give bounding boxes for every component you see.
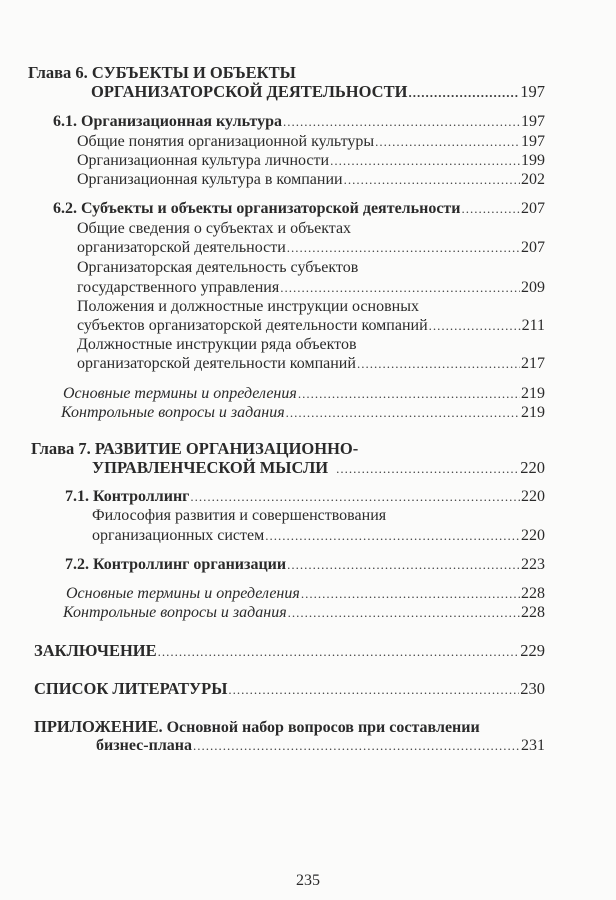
toc-entry-title: Организационная культура в компании (77, 171, 343, 188)
toc-entry-page: 220 (520, 458, 545, 477)
toc-entry-7-2[interactable] (0, 555, 545, 575)
toc-entry-page: 197 (521, 133, 545, 150)
toc-entry-page: 228 (521, 585, 545, 602)
appendix-label: ПРИЛОЖЕНИЕ. (34, 717, 163, 736)
toc-entry-questions[interactable] (0, 603, 545, 623)
toc-entry-title: СПИСОК ЛИТЕРАТУРЫ (34, 679, 228, 698)
toc-entry-title: субъектов организаторской деятельности компаний (77, 317, 428, 334)
toc-entry-page: 219 (521, 385, 545, 402)
leader-dots (375, 132, 520, 152)
toc-entry-appendix[interactable] (0, 736, 545, 756)
toc-entry-page: 219 (521, 404, 545, 421)
toc-entry-page: 211 (521, 317, 545, 334)
toc-entry-title: ОРГАНИЗАТОРСКОЙ ДЕЯТЕЛЬНОСТИ (91, 82, 408, 101)
toc-entry-page: 228 (521, 604, 545, 621)
toc-entry[interactable] (0, 238, 545, 258)
toc-entry-page: 217 (521, 355, 545, 372)
leader-dots (265, 526, 520, 546)
toc-entry-title: 7.2. Контроллинг организации (65, 556, 287, 573)
toc-entry-6-2[interactable] (0, 199, 545, 219)
toc-entry-title: Организационная культура личности (77, 152, 330, 169)
toc-entry-page: 202 (521, 171, 545, 188)
leader-dots (298, 384, 520, 404)
toc-entry-page: 231 (521, 737, 545, 754)
appendix-title: Основной набор вопросов при составлении (166, 719, 480, 736)
toc-entry-chapter-7[interactable] (0, 458, 545, 478)
toc-entry-terms[interactable] (0, 584, 545, 604)
toc-entry-page: 197 (520, 82, 545, 101)
toc-entry[interactable] (0, 526, 545, 546)
toc-entry-title: 7.1. Контроллинг (65, 488, 190, 505)
toc-entry-title: Контрольные вопросы и задания (63, 604, 287, 621)
toc-entry-appendix-line1 (34, 717, 480, 738)
toc-entry-title: организаторской деятельности компаний (77, 355, 356, 372)
toc-entry-title-line1: Положения и должностные инструкции основных (77, 298, 419, 315)
toc-entry-title-line1: Организаторская деятельность субъектов (77, 259, 359, 276)
toc-entry-title-line1: Общие сведения о субъектах и объектах (77, 220, 352, 237)
toc-entry[interactable] (0, 354, 545, 374)
leader-dots (287, 555, 520, 575)
leader-dots (301, 584, 520, 604)
toc-entry-title: УПРАВЛЕНЧЕСКОЙ МЫСЛИ (92, 458, 329, 477)
leader-dots (336, 459, 519, 479)
leader-dots (283, 112, 520, 132)
leader-dots (280, 278, 520, 298)
toc-entry-7-1[interactable] (0, 487, 545, 507)
toc-entry-title: Основные термины и определения (63, 385, 297, 402)
chapter-7-heading: Глава 7. РАЗВИТИЕ ОРГАНИЗАЦИОННО- (31, 439, 359, 458)
toc-entry-page: 220 (521, 488, 545, 505)
leader-dots (429, 316, 521, 336)
toc-entry-page: 207 (521, 200, 545, 217)
toc-entry[interactable] (0, 278, 545, 298)
toc-entry-chapter-6[interactable] (0, 82, 545, 102)
toc-entry-terms[interactable] (0, 384, 545, 404)
toc-entry-page: 207 (521, 239, 545, 256)
toc-entry-page: 220 (521, 527, 545, 544)
toc-entry-title-line1: Должностные инструкции ряда объектов (77, 336, 357, 353)
leader-dots (330, 151, 520, 171)
toc-entry[interactable] (0, 316, 545, 336)
toc-entry-title: организационных систем (92, 527, 265, 544)
chapter-6-heading: Глава 6. СУБЪЕКТЫ И ОБЪЕКТЫ (28, 63, 296, 82)
toc-entry-page: 229 (520, 641, 545, 660)
leader-dots (193, 736, 520, 756)
leader-dots (344, 170, 520, 190)
leader-dots (158, 642, 520, 662)
leader-dots (462, 199, 520, 219)
toc-entry-title: 6.2. Субъекты и объекты организаторской деятельности (53, 200, 461, 217)
toc-entry-title: бизнес-плана (96, 737, 193, 754)
leader-dots (357, 354, 520, 374)
toc-entry[interactable] (0, 170, 545, 190)
toc-entry-page: 230 (520, 679, 545, 698)
toc-entry-6-1[interactable] (0, 112, 545, 132)
toc-entry-title: Основные термины и определения (66, 585, 300, 602)
toc-entry-conclusion[interactable] (0, 641, 545, 661)
toc-entry-title: ЗАКЛЮЧЕНИЕ (34, 641, 157, 660)
leader-dots (408, 83, 519, 103)
leader-dots (288, 603, 520, 623)
leader-dots (190, 487, 520, 507)
toc-entry-title: Общие понятия организационной культуры (77, 133, 375, 150)
toc-entry-title: организаторской деятельности (77, 239, 286, 256)
toc-entry-page: 197 (521, 113, 545, 130)
page-number: 235 (296, 872, 320, 889)
toc-entry[interactable] (0, 132, 545, 152)
toc-entry[interactable] (0, 151, 545, 171)
leader-dots (286, 403, 520, 423)
toc-entry-title: Контрольные вопросы и задания (61, 404, 285, 421)
leader-dots (287, 238, 520, 258)
toc-entry-page: 209 (521, 279, 545, 296)
toc-entry-title: государственного управления (77, 279, 280, 296)
toc-entry-title-line1: Философия развития и совершенствования (92, 507, 387, 524)
toc-entry-questions[interactable] (0, 403, 545, 423)
toc-entry-page: 223 (521, 556, 545, 573)
toc-entry-title: 6.1. Организационная культура (53, 113, 282, 130)
toc-entry-page: 199 (521, 152, 545, 169)
toc-entry-bibliography[interactable] (0, 679, 545, 699)
leader-dots (228, 680, 519, 700)
